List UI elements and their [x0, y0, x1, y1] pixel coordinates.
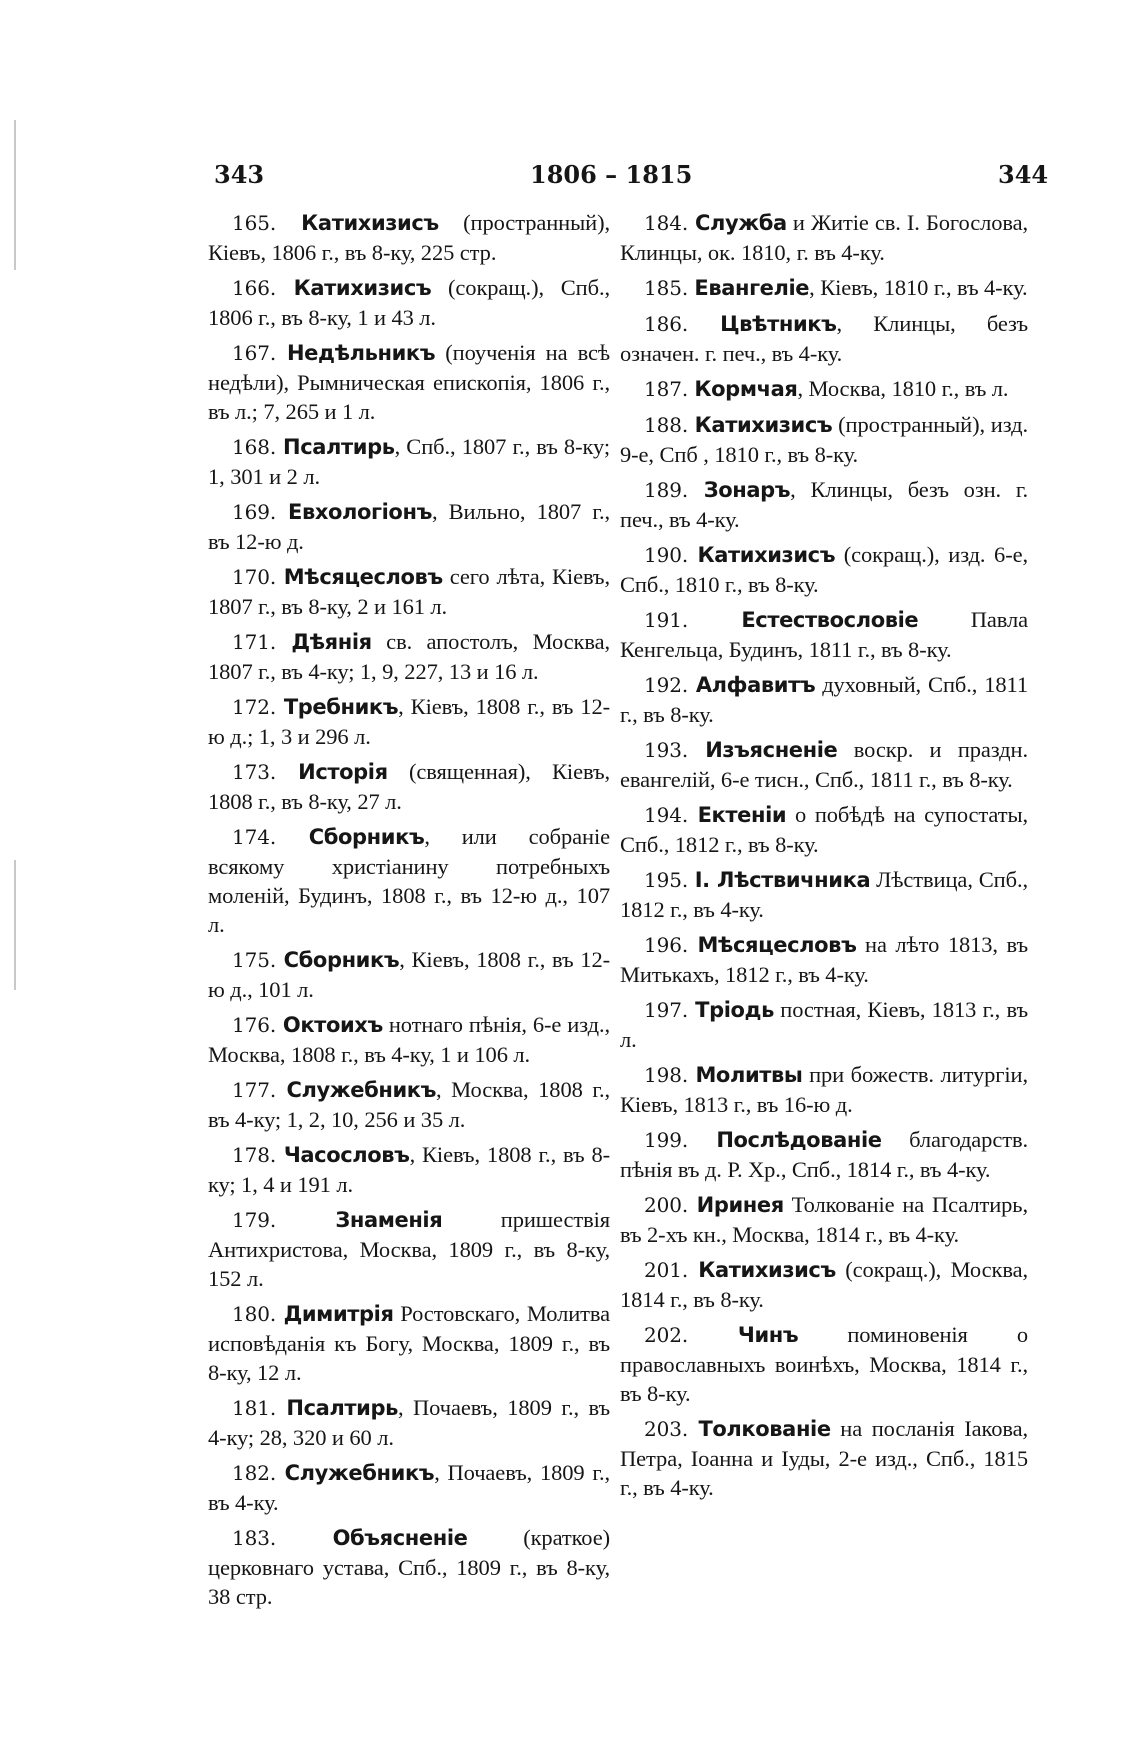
entry-number: 201. [644, 1258, 699, 1282]
catalog-entry [620, 930, 1028, 989]
entry-number: 202. [644, 1323, 738, 1347]
entry-details: , Клинцы, безъ озн. г. печ., въ 4-ку. [620, 477, 1028, 532]
entry-number: 186. [644, 312, 721, 336]
entry-title: Катихизисъ [697, 543, 836, 567]
catalog-entry [620, 1125, 1028, 1184]
entry-details: сего лѣта, Кіевъ, 1807 г., въ 8-ку, 2 и 161 л. [208, 564, 610, 619]
year-range: 1806 – 1815 [530, 160, 693, 189]
entry-number: 193. [644, 738, 706, 762]
entry-title: Молитвы [695, 1063, 803, 1087]
entry-details: , Кіевъ, 1808 г., въ 12-ю д., 101 л. [208, 947, 610, 1002]
entry-title: Толкованіе [698, 1417, 831, 1441]
entry-number: 177. [232, 1078, 287, 1102]
left-column [208, 208, 610, 1617]
entry-details: нотнаго пѣнія, 6-е изд., Москва, 1808 г., въ 4-ку, 1 и 106 л. [208, 1012, 610, 1067]
scan-edge-mark [14, 860, 16, 990]
entry-number: 192. [644, 673, 696, 697]
entry-number: 185. [644, 276, 695, 300]
catalog-entry [620, 865, 1028, 924]
entry-details: духовный, Спб., 1811 г., въ 8-ку. [620, 672, 1028, 727]
entry-title: Евангеліе [694, 276, 810, 300]
entry-number: 183. [232, 1526, 333, 1550]
catalog-entry [620, 735, 1028, 794]
entry-number: 196. [644, 933, 698, 957]
entry-title: Псалтирь [286, 1396, 398, 1420]
entry-number: 170. [232, 565, 284, 589]
entry-number: 178. [232, 1143, 284, 1167]
entry-details: , Спб., 1807 г., въ 8-ку; 1, 301 и 2 л. [208, 434, 610, 489]
left-page-number: 343 [214, 160, 265, 189]
entry-details: на лѣто 1813, въ Митькахъ, 1812 г., въ 4-ку. [620, 932, 1029, 987]
entry-number: 199. [644, 1128, 717, 1152]
entry-details: , Москва, 1808 г., въ 4-ку; 1, 2, 10, 256 и 35 л. [208, 1077, 610, 1132]
entry-details: Ростовскаго, Молитва исповѣданія къ Богу, Москва, 1809 г., въ 8-ку, 12 л. [208, 1301, 610, 1385]
entry-title: Цвѣтникъ [720, 312, 837, 336]
entry-title: Ектеніи [697, 803, 787, 827]
entry-title: Недѣльникъ [287, 341, 436, 365]
catalog-entry [208, 1299, 610, 1387]
entry-details: (краткое) церковнаго устава, Спб., 1809 г., въ 8-ку, 38 стр. [208, 1525, 610, 1609]
entry-details: и Житіе св. І. Богослова, Клинцы, ок. 1810, г. въ 4-ку. [620, 210, 1028, 265]
catalog-entry [620, 1255, 1028, 1314]
entry-details: св. апостолъ, Москва, 1807 г., въ 4-ку; 1, 9, 227, 13 и 16 л. [208, 629, 611, 684]
catalog-entry [620, 995, 1028, 1054]
entry-title: Алфавитъ [695, 673, 816, 697]
entry-number: 203. [644, 1417, 699, 1441]
catalog-entry [620, 309, 1028, 368]
entry-details: (сокращ.), изд. 6-е, Спб., 1810 г., въ 8-ку. [620, 542, 1028, 597]
entry-details: , Москва, 1810 г., въ л. [797, 376, 1009, 401]
catalog-entry [620, 1060, 1028, 1119]
catalog-entry [620, 374, 1028, 404]
entry-details: Толкованіе на Псалтирь, въ 2-хъ кн., Москва, 1814 г., въ 4-ку. [620, 1192, 1028, 1247]
entry-title: Служебникъ [286, 1078, 437, 1102]
entry-title: Псалтирь [283, 435, 395, 459]
catalog-entry [208, 945, 610, 1004]
entry-details: , Клинцы, безъ означен. г. печ., въ 4-ку. [620, 311, 1028, 366]
entry-title: Октоихъ [282, 1013, 383, 1037]
catalog-entry [208, 273, 610, 332]
entry-details: постная, Кіевъ, 1813 г., въ л. [620, 997, 1028, 1052]
entry-details: , Кіевъ, 1808 г., въ 8-ку; 1, 4 и 191 л. [208, 1142, 611, 1197]
entry-number: 194. [644, 803, 698, 827]
entry-number: 176. [232, 1013, 283, 1037]
entry-details: пришествія Антихристова, Москва, 1809 г., въ 8-ку, 152 л. [208, 1207, 610, 1291]
entry-details: о побѣдѣ на супостаты, Спб., 1812 г., въ 8-ку. [620, 802, 1028, 857]
catalog-entry [208, 497, 610, 556]
entry-number: 190. [644, 543, 698, 567]
entry-title: Катихизисъ [698, 1258, 836, 1282]
entry-title: Исторія [298, 760, 388, 784]
catalog-entry [208, 757, 610, 816]
catalog-entry [208, 1523, 610, 1611]
entry-number: 166. [232, 276, 294, 300]
right-column [620, 208, 1028, 1508]
entry-title: Служебникъ [284, 1461, 435, 1485]
catalog-entry [620, 475, 1028, 534]
catalog-entry [208, 1010, 610, 1069]
catalog-entry [208, 627, 610, 686]
entry-details: , или собраніе всякому христіанину потребныхъ моленій, Будинъ, 1808 г., въ 12-ю д., 107 л. [208, 824, 610, 937]
entry-title: І. Лѣствичника [694, 868, 871, 892]
entry-title: Послѣдованіе [716, 1128, 882, 1152]
entry-title: Сборникъ [283, 948, 400, 972]
entry-number: 168. [232, 435, 284, 459]
catalog-entry [620, 1320, 1028, 1408]
entry-details: , Кіевъ, 1810 г., въ 4-ку. [809, 275, 1028, 300]
entry-title: Иринея [696, 1193, 784, 1217]
entry-details: Лѣствица, Спб., 1812 г., въ 4-ку. [620, 867, 1028, 922]
entry-details: (священная), Кіевъ, 1808 г., въ 8-ку, 27 л. [208, 759, 610, 814]
entry-title: Кормчая [694, 377, 798, 401]
entry-details: на посланія Іакова, Петра, Іоанна и Іуды, 2-е изд., Спб., 1815 г., въ 4-ку. [620, 1416, 1028, 1500]
entry-details: поминовенія о православныхъ воинѣхъ, Москва, 1814 г., въ 8-ку. [620, 1322, 1029, 1406]
running-header [0, 160, 1140, 196]
entry-title: Димитрія [283, 1302, 394, 1326]
entry-title: Тріодь [695, 998, 774, 1022]
catalog-entry [620, 800, 1028, 859]
entry-details: Павла Кенгельца, Будинъ, 1811 г., въ 8-ку. [620, 607, 1028, 662]
entry-number: 195. [644, 868, 695, 892]
entry-title: Зонаръ [703, 478, 791, 502]
catalog-entry [620, 410, 1028, 469]
entry-number: 187. [644, 377, 695, 401]
entry-details: воскр. и праздн. евангелій, 6-е тисн., Спб., 1811 г., въ 8-ку. [620, 737, 1028, 792]
entry-title: Сборникъ [308, 825, 425, 849]
entry-number: 197. [644, 998, 696, 1022]
entry-number: 179. [232, 1208, 336, 1232]
entry-number: 200. [644, 1193, 697, 1217]
entry-title: Катихизисъ [694, 413, 833, 437]
catalog-entry [208, 1205, 610, 1293]
catalog-entry [208, 692, 610, 751]
entry-number: 188. [644, 413, 695, 437]
entry-details: , Почаевъ, 1809 г., въ 4-ку. [208, 1460, 610, 1515]
entry-details: при божеств. литургіи, Кіевъ, 1813 г., въ 16-ю д. [620, 1062, 1028, 1117]
catalog-entry [208, 1458, 610, 1517]
catalog-entry [208, 562, 610, 621]
entry-number: 167. [232, 341, 287, 365]
catalog-entry [208, 338, 610, 426]
catalog-entry [208, 822, 610, 939]
entry-details: (пространный), изд. 9-е, Спб , 1810 г., въ 8-ку. [620, 412, 1028, 467]
entry-details: благодарств. пѣнія въ д. Р. Хр., Спб., 1814 г., въ 4-ку. [620, 1127, 1029, 1182]
entry-details: , Кіевъ, 1808 г., въ 12-ю д.; 1, 3 и 296 л. [208, 694, 610, 749]
entry-number: 172. [232, 695, 284, 719]
entry-number: 189. [644, 478, 704, 502]
entry-number: 198. [644, 1063, 696, 1087]
entry-number: 181. [232, 1396, 287, 1420]
entry-number: 169. [232, 500, 289, 524]
catalog-entry [620, 1414, 1028, 1502]
entry-number: 191. [644, 608, 742, 632]
entry-details: (сокращ.), Спб., 1806 г., въ 8-ку, 1 и 43 л. [208, 275, 610, 330]
entry-number: 174. [232, 825, 309, 849]
entry-number: 165. [232, 211, 302, 235]
catalog-entry [620, 670, 1028, 729]
entry-number: 180. [232, 1302, 284, 1326]
catalog-entry [620, 605, 1028, 664]
entry-title: Служба [694, 211, 787, 235]
catalog-entry [208, 1140, 610, 1199]
catalog-entry [208, 432, 610, 491]
catalog-entry [208, 1075, 610, 1134]
entry-title: Чинъ [737, 1323, 799, 1347]
entry-details: (сокращ.), Москва, 1814 г., въ 8-ку. [620, 1257, 1028, 1312]
entry-title: Дѣянія [291, 630, 372, 654]
catalog-entry [620, 208, 1028, 267]
entry-number: 184. [644, 211, 695, 235]
entry-details: (поученія на всѣ недѣли), Рымническая епископія, 1806 г., въ л.; 7, 265 и 1 л. [208, 340, 610, 424]
catalog-entry [620, 1190, 1028, 1249]
entry-details: , Почаевъ, 1809 г., въ 4-ку; 28, 320 и 60 л. [208, 1395, 611, 1450]
entry-title: Знаменія [335, 1208, 443, 1232]
catalog-entry [620, 273, 1028, 303]
entry-title: Катихизисъ [301, 211, 439, 235]
entry-title: Требникъ [283, 695, 399, 719]
entry-title: Изъясненіе [705, 738, 838, 762]
entry-number: 175. [232, 948, 284, 972]
entry-number: 182. [232, 1461, 285, 1485]
entry-number: 173. [232, 760, 299, 784]
entry-title: Катихизисъ [293, 276, 432, 300]
entry-title: Естествословіе [741, 608, 919, 632]
entry-title: Мѣсяцесловъ [283, 565, 443, 589]
entry-title: Часословъ [283, 1143, 410, 1167]
entry-title: Объясненіе [332, 1526, 468, 1550]
entry-details: , Вильно, 1807 г., въ 12-ю д. [208, 499, 610, 554]
right-page-number: 344 [998, 160, 1049, 189]
entry-number: 171. [232, 630, 292, 654]
entry-details: (пространный), Кіевъ, 1806 г., въ 8-ку, 225 стр. [208, 210, 610, 265]
entry-title: Евхологіонъ [288, 500, 432, 524]
catalog-entry [620, 540, 1028, 599]
catalog-entry [208, 208, 610, 267]
entry-title: Мѣсяцесловъ [697, 933, 857, 957]
catalog-entry [208, 1393, 610, 1452]
